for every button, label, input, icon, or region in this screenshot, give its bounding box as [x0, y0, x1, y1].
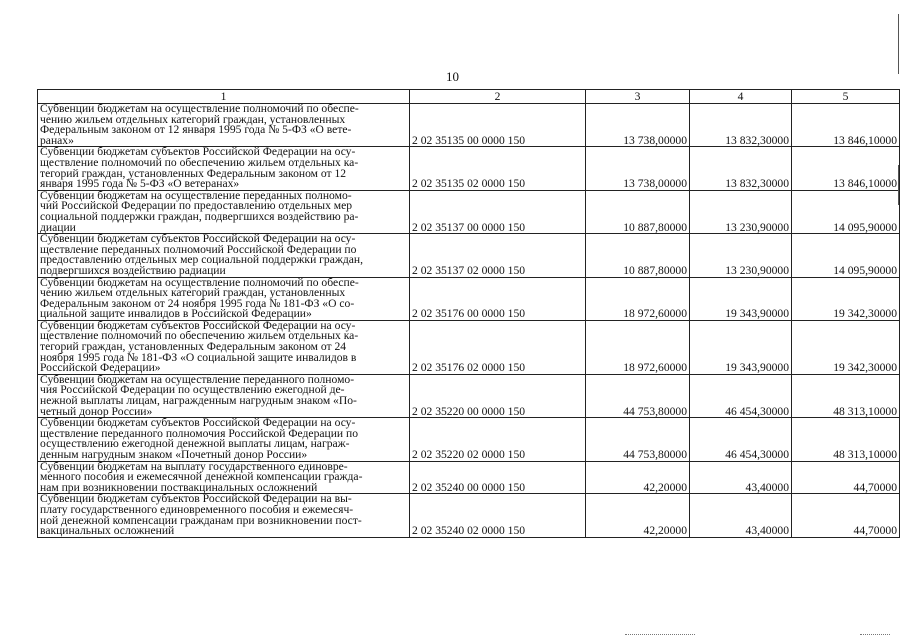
description-line: Субвенции бюджетам субъектов Российской Федерации на вы-: [40, 492, 352, 506]
row-description: [38, 277, 410, 320]
description-line: четный донор России»: [40, 404, 153, 418]
amount-year-3: 19 342,30000: [792, 277, 900, 320]
table-row: [38, 190, 900, 233]
amount-year-3: 14 095,90000: [792, 190, 900, 233]
budget-code: 2 02 35240 02 0000 150: [410, 494, 586, 537]
row-description: [38, 461, 410, 494]
description-line: Субвенции бюджетам субъектов Российской Федерации на осу-: [40, 416, 356, 430]
description-line: диации: [40, 220, 76, 234]
amount-year-2: 46 454,30000: [690, 374, 792, 417]
row-description: [38, 104, 410, 147]
description-line: Российской Федерации»: [40, 361, 161, 375]
amount-year-1: 42,20000: [586, 494, 690, 537]
amount-year-3: 13 846,10000: [792, 147, 900, 190]
amount-year-3: 19 342,30000: [792, 320, 900, 374]
amount-year-1: 18 972,60000: [586, 277, 690, 320]
budget-code: 2 02 35137 00 0000 150: [410, 190, 586, 233]
description-line: ществление полномочий по обеспечению жильем отдельных ка-: [40, 155, 359, 169]
description-line: плату государственного единовременного пособия и ежемесяч-: [40, 502, 354, 516]
description-line: чению жильем отдельных категорий граждан, установленных: [40, 286, 346, 300]
amount-year-2: 13 832,30000: [690, 104, 792, 147]
table-row: [38, 104, 900, 147]
description-line: ранах»: [40, 133, 74, 147]
amount-year-2: 19 343,90000: [690, 277, 792, 320]
column-header: 3: [586, 90, 690, 104]
budget-code: 2 02 35176 02 0000 150: [410, 320, 586, 374]
budget-code: 2 02 35176 00 0000 150: [410, 277, 586, 320]
description-line: ществление полномочий по обеспечению жильем отдельных ка-: [40, 329, 359, 343]
table-row: [38, 374, 900, 417]
row-description: [38, 190, 410, 233]
description-line: Субвенции бюджетам на осуществление полномочий по обеспе-: [40, 102, 359, 115]
row-description: [38, 234, 410, 277]
description-line: чий Российской Федерации по предоставлению отдельных мер: [40, 199, 353, 213]
description-line: ной денежной компенсации гражданам при возникновении пост-: [40, 513, 362, 527]
description-line: ществление переданного полномочия Российской Федерации по: [40, 426, 359, 440]
description-line: чия Российской Федерации по осуществлению ежегодной де-: [40, 383, 345, 397]
table-row: [38, 418, 900, 461]
amount-year-1: 44 753,80000: [586, 374, 690, 417]
description-line: Федеральным законом от 24 ноября 1995 года № 181-ФЗ «О со-: [40, 296, 355, 310]
amount-year-3: 14 095,90000: [792, 234, 900, 277]
description-line: Субвенции бюджетам на выплату государственного единовре-: [40, 459, 348, 473]
table-row: [38, 494, 900, 537]
description-line: социальной поддержки граждан, подвергшихся воздействию ра-: [40, 209, 359, 223]
amount-year-3: 13 846,10000: [792, 104, 900, 147]
table-row: [38, 461, 900, 494]
amount-year-3: 44,70000: [792, 494, 900, 537]
description-line: предоставлению отдельных мер социальной поддержки граждан,: [40, 253, 364, 267]
description-line: ществление переданных полномочий Российской Федерации по: [40, 242, 357, 256]
description-line: нежной выплаты лицам, награжденным нагрудным знаком «По-: [40, 394, 357, 408]
description-line: вакцинальных осложнений: [40, 524, 175, 538]
description-line: Субвенции бюджетам субъектов Российской Федерации на осу-: [40, 145, 356, 159]
description-line: нам при возникновении поствакцинальных осложнений: [40, 480, 318, 494]
description-line: менного пособия и ежемесячной денежной компенсации гражда-: [40, 470, 363, 484]
column-header: 4: [690, 90, 792, 104]
budget-code: 2 02 35220 00 0000 150: [410, 374, 586, 417]
amount-year-2: 13 230,90000: [690, 190, 792, 233]
row-description: [38, 418, 410, 461]
description-line: Субвенции бюджетам на осуществление полномочий по обеспе-: [40, 275, 359, 289]
description-line: января 1995 года № 5-ФЗ «О ветеранах»: [40, 177, 240, 191]
amount-year-1: 10 887,80000: [586, 234, 690, 277]
amount-year-1: 42,20000: [586, 461, 690, 494]
budget-code: 2 02 35135 00 0000 150: [410, 104, 586, 147]
subventions-table: [37, 89, 900, 538]
table-row: [38, 234, 900, 277]
description-line: тегорий граждан, установленных Федеральным законом от 24: [40, 340, 347, 354]
description-line: ноября 1995 года № 181-ФЗ «О социальной защите инвалидов в: [40, 350, 357, 364]
amount-year-1: 13 738,00000: [586, 147, 690, 190]
row-description: [38, 147, 410, 190]
amount-year-2: 13 832,30000: [690, 147, 792, 190]
table-row: [38, 320, 900, 374]
description-line: подвергшихся воздействию радиации: [40, 263, 226, 277]
amount-year-3: 48 313,10000: [792, 418, 900, 461]
scan-edge-mark: [898, 165, 899, 205]
table-row: [38, 277, 900, 320]
amount-year-3: 44,70000: [792, 461, 900, 494]
amount-year-1: 18 972,60000: [586, 320, 690, 374]
row-description: [38, 374, 410, 417]
scan-artifact: [625, 634, 695, 636]
description-line: Федеральным законом от 12 января 1995 года № 5-ФЗ «О вете-: [40, 123, 352, 137]
amount-year-2: 43,40000: [690, 494, 792, 537]
table-row: [38, 147, 900, 190]
description-line: Субвенции бюджетам на осуществление переданных полномо-: [40, 188, 352, 202]
amount-year-1: 44 753,80000: [586, 418, 690, 461]
description-line: чению жильем отдельных категорий граждан, установленных: [40, 112, 346, 126]
column-header: 1: [38, 90, 410, 104]
amount-year-2: 13 230,90000: [690, 234, 792, 277]
amount-year-2: 43,40000: [690, 461, 792, 494]
amount-year-1: 10 887,80000: [586, 190, 690, 233]
scan-artifact: [860, 634, 890, 636]
column-header: 5: [792, 90, 900, 104]
description-line: осуществлению ежегодной денежной выплаты лицам, награж-: [40, 437, 350, 451]
description-line: Субвенции бюджетам субъектов Российской Федерации на осу-: [40, 318, 356, 332]
budget-code: 2 02 35220 02 0000 150: [410, 418, 586, 461]
description-line: тегорий граждан, установленных Федеральным законом от 12: [40, 166, 347, 180]
description-line: денным нагрудным знаком «Почетный донор России»: [40, 448, 308, 461]
description-line: циальной защите инвалидов в Российской Федерации»: [40, 307, 312, 321]
row-description: [38, 494, 410, 537]
budget-code: 2 02 35240 00 0000 150: [410, 461, 586, 494]
page-number: 10: [446, 69, 459, 84]
budget-code: 2 02 35135 02 0000 150: [410, 147, 586, 190]
row-description: [38, 320, 410, 374]
description-line: Субвенции бюджетам на осуществление переданного полномо-: [40, 372, 355, 386]
amount-year-2: 19 343,90000: [690, 320, 792, 374]
amount-year-1: 13 738,00000: [586, 104, 690, 147]
budget-code: 2 02 35137 02 0000 150: [410, 234, 586, 277]
column-header: 2: [410, 90, 586, 104]
description-line: Субвенции бюджетам субъектов Российской Федерации на осу-: [40, 232, 356, 246]
amount-year-2: 46 454,30000: [690, 418, 792, 461]
amount-year-3: 48 313,10000: [792, 374, 900, 417]
scan-edge-mark: [898, 14, 899, 74]
